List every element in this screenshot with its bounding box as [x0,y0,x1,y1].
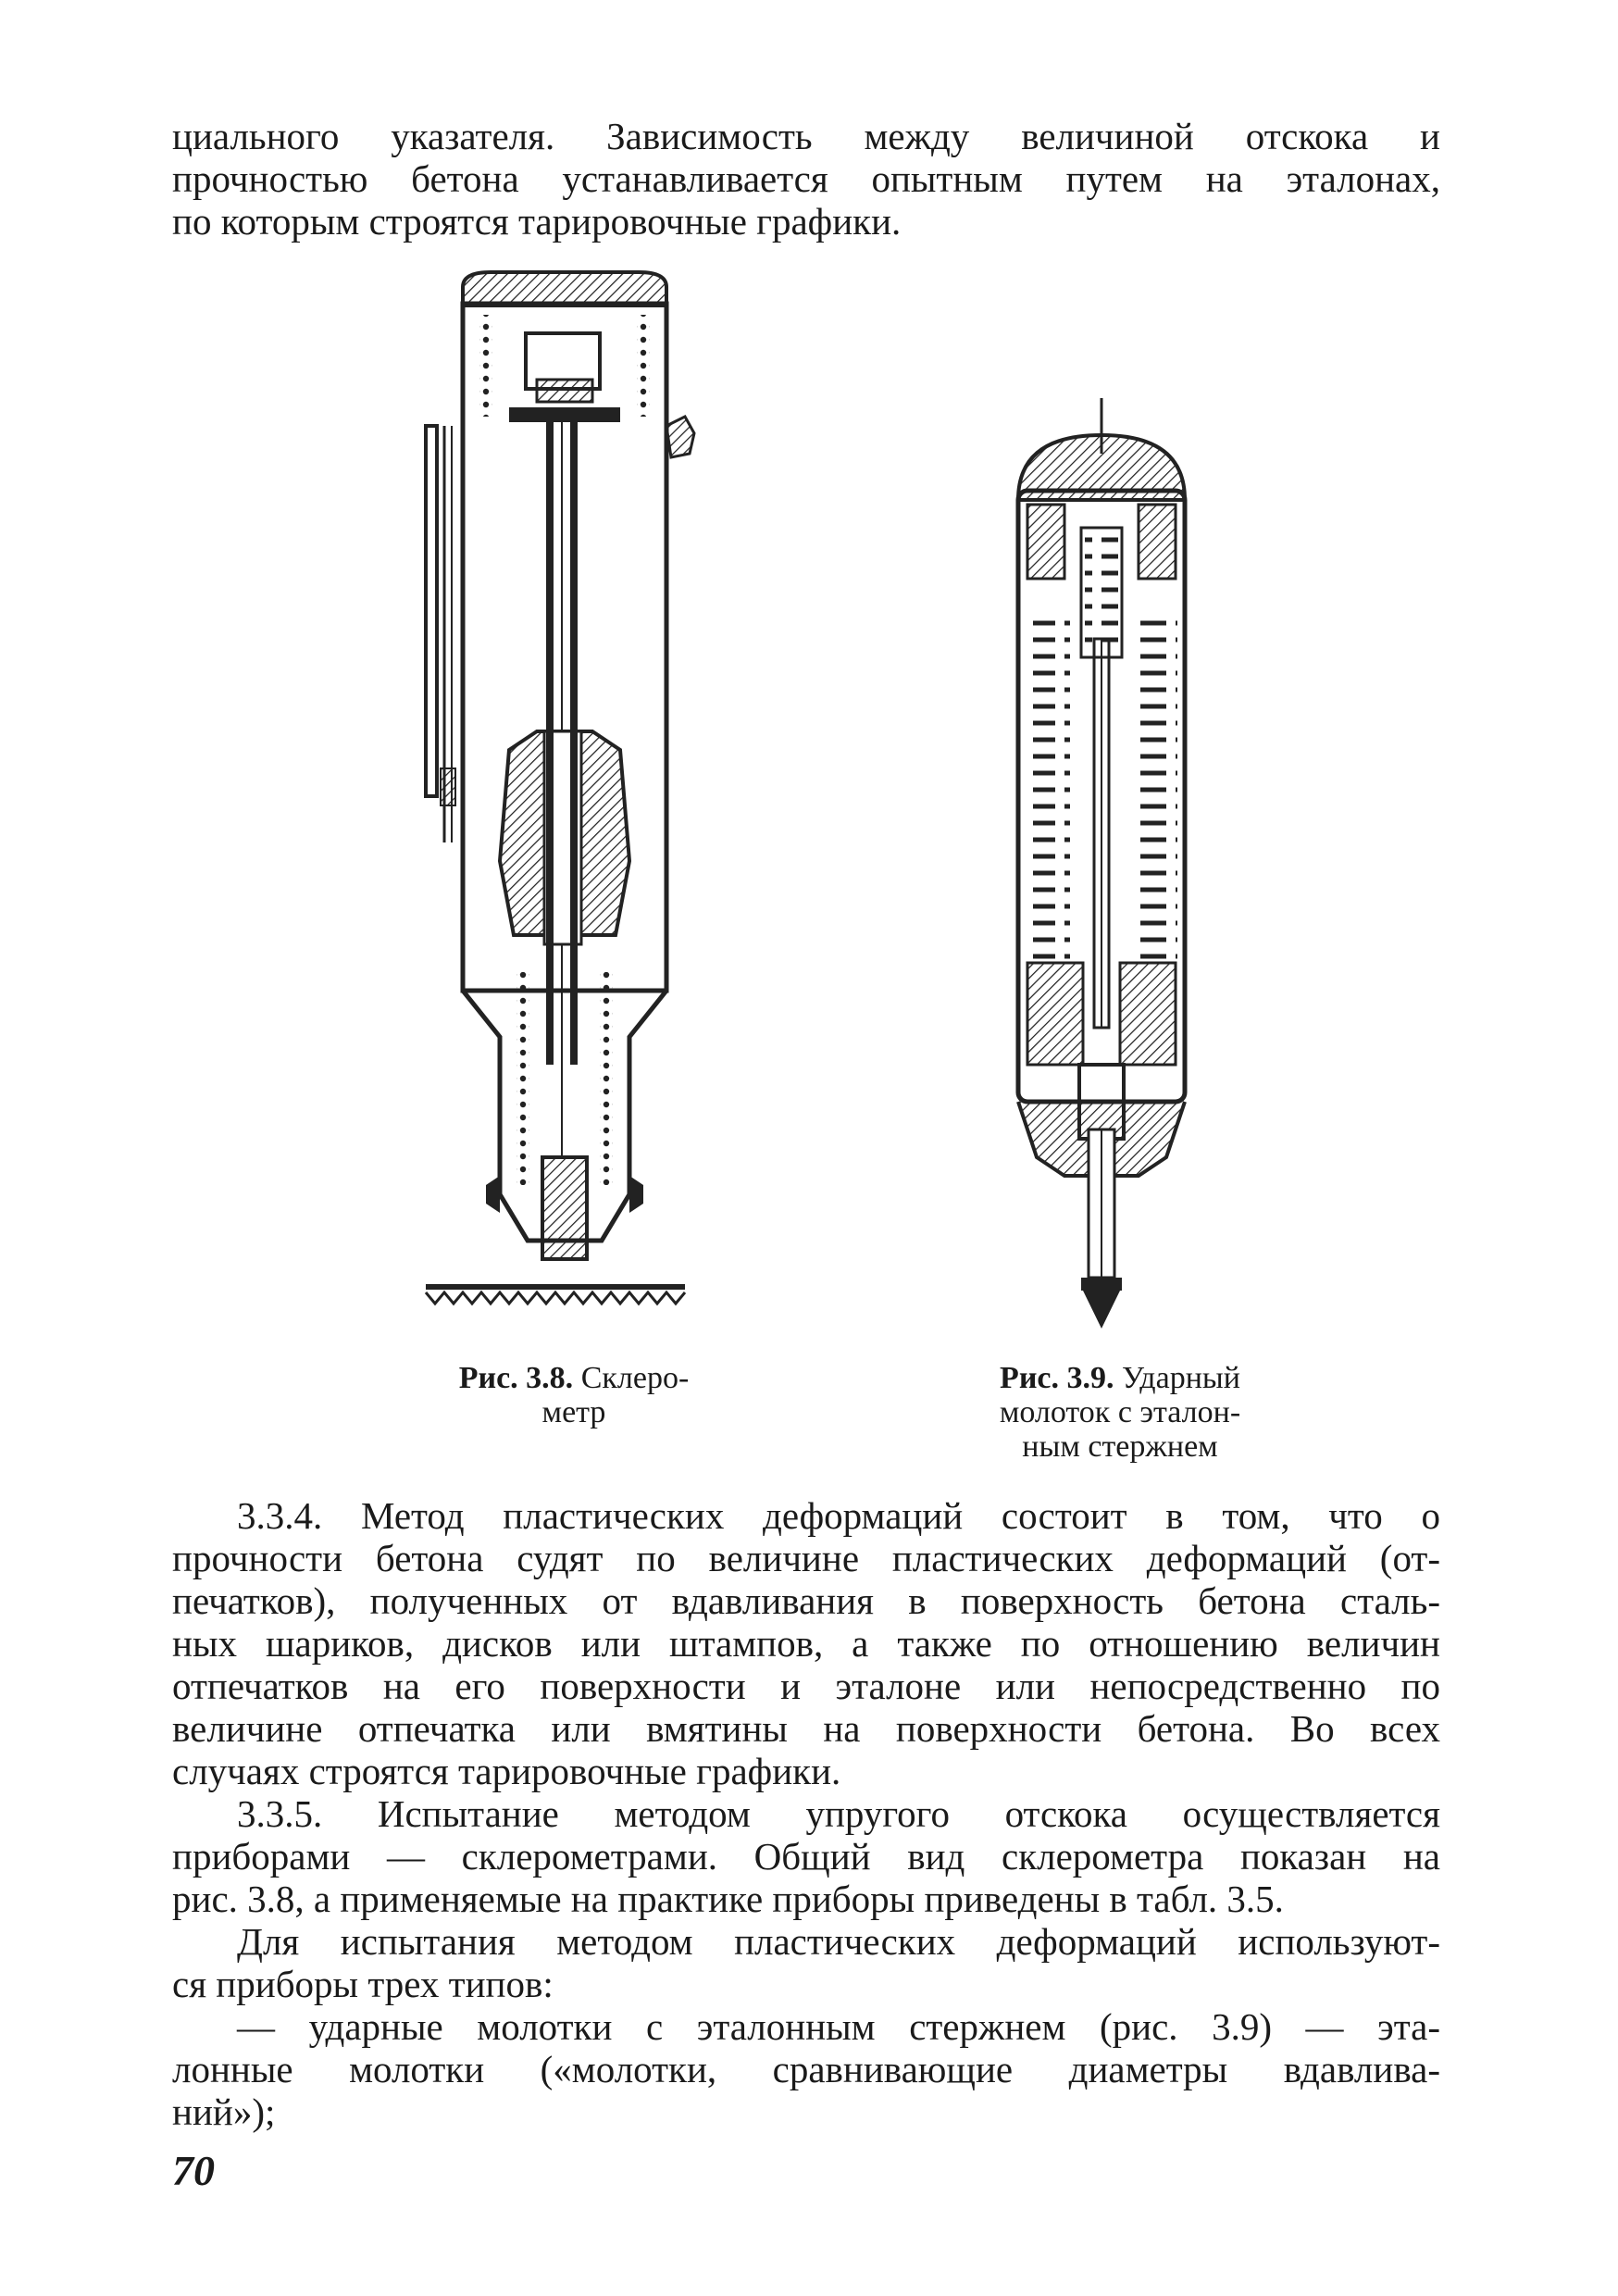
body-line: лонные молотки («молотки, сравнивающие диаметры вдавлива- [172,2048,1440,2090]
caption-line: ным стержнем [1022,1429,1218,1464]
figure-3-8-caption [407,1361,741,1429]
figure-label: Рис. 3.8. [458,1361,574,1395]
body-line: ся приборы трех типов: [172,1963,554,2005]
caption-line: метр [541,1395,606,1429]
body-line: печатков), полученных от вдавливания в поверхность бетона сталь- [172,1579,1440,1622]
intro-line-2: прочностью бетона устанавливается опытным путем на эталонах, [172,157,1440,200]
sclerometer-drawing [407,268,722,1333]
body-line: Для испытания методом пластических деформаций используют- [237,1920,1440,1963]
caption-line [944,1361,1296,1395]
caption-text: Ударный [1122,1361,1240,1395]
intro-line-3: по которым строятся тарировочные графики. [172,200,902,243]
body-line: величине отпечатка или вмятины на поверхности бетона. Во всех [172,1707,1440,1750]
body-line: ных шариков, дисков или штампов, а также по отношению величин [172,1622,1440,1665]
body-line: рис. 3.8, а применяемые на практике приборы приведены в табл. 3.5. [172,1878,1284,1920]
body-line: отпечатков на его поверхности и эталоне или непосредственно по [172,1665,1440,1707]
impact-hammer-drawing [990,398,1213,1333]
body-line: ний»); [172,2090,276,2133]
body-line: — ударные молотки с эталонным стержнем (рис. 3.9) — эта- [237,2005,1440,2048]
caption-text: Склеро- [580,1361,690,1395]
caption-line [407,1361,741,1395]
body-line: 3.3.4. Метод пластических деформаций состоит в том, что о [237,1494,1440,1537]
body-line: 3.3.5. Испытание методом упругого отскока осуществляется [237,1792,1440,1835]
body-line: приборами — склерометрами. Общий вид склерометра показан на [172,1835,1440,1878]
intro-line-1: циального указателя. Зависимость между величиной отскока и [172,115,1440,157]
body-line: прочности бетона судят по величине пластических деформаций (от- [172,1537,1440,1579]
figure-3-9-caption [944,1361,1296,1464]
body-line: случаях строятся тарировочные графики. [172,1750,841,1792]
figure-label: Рис. 3.9. [1000,1361,1114,1395]
page-number: 70 [172,2147,215,2194]
caption-line: молоток с эталон- [999,1395,1241,1429]
